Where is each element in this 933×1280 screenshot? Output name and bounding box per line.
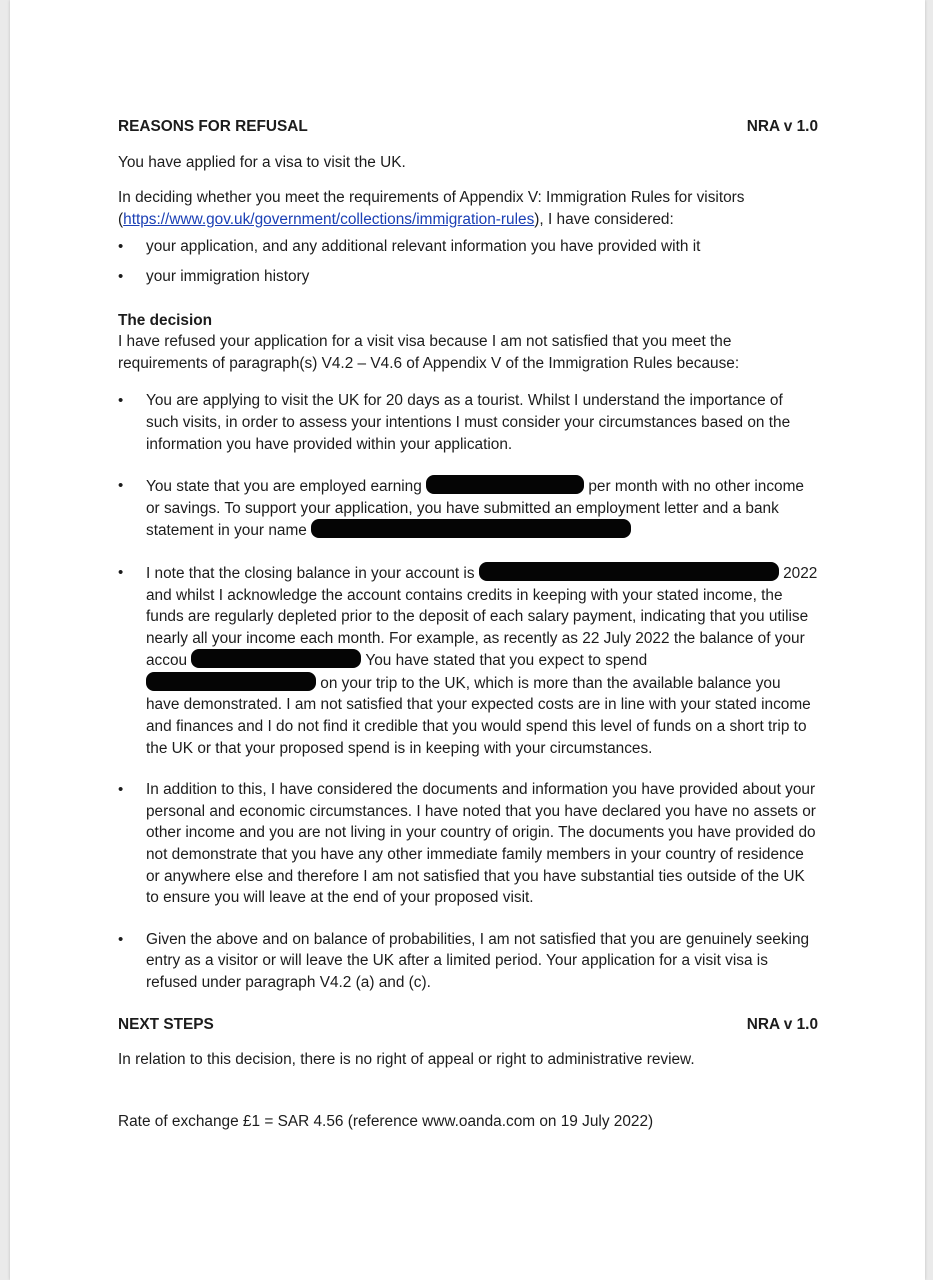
decision-text: I have refused your application for a visit visa because I am not satisfied that you meet the requirements of paragraph(s) V4.2 – V4.6 of Appendix V of the Immigration Rules because: bbox=[118, 333, 740, 372]
list-item: • your immigration history bbox=[118, 266, 818, 288]
reason-item: • I note that the closing balance in your account is 2022 and whilst I acknowledge the account contains credits in keeping with your stated income, the funds are regularly depleted prior to the deposit of each salary payment, indicating that you utilise nearly all your income each month. For example, as recently as 22 July 2022 the balance of your accou You have stated that you expect to spend on your trip to the UK, which is more than the available balance you have demonstrated. I am not satisfied that your expected costs are in line with your stated income and finances and I do not find it credible that you would spend this level of funds on a short trip to the UK or that your proposed spend is in keeping with your circumstances. bbox=[118, 562, 818, 759]
refusal-title: REASONS FOR REFUSAL bbox=[118, 118, 308, 135]
redaction-mark bbox=[479, 562, 779, 581]
considered-list bbox=[118, 236, 818, 287]
reason-item: • You are applying to visit the UK for 20 days as a tourist. Whilst I understand the importance of such visits, in order to assess your intentions I must consider your circumstances based on the information you have provided within your application. bbox=[118, 390, 818, 455]
version-label: NRA v 1.0 bbox=[746, 1015, 818, 1033]
reasons-list bbox=[118, 390, 818, 993]
version-label: NRA v 1.0 bbox=[746, 118, 818, 135]
considered-text: In deciding whether you meet the requirements of Appendix V: Immigration Rules for visitors (https://www.gov.uk/government/collections/immigration-rules), I have considered: bbox=[118, 189, 745, 228]
reason-item: • Given the above and on balance of probabilities, I am not satisfied that you are genuinely seeking entry as a visitor or will leave the UK after a limited period. Your application for a visit visa is refused under paragraph V4.2 (a) and (c). bbox=[118, 929, 818, 994]
intro-text: You have applied for a visa to visit the UK. bbox=[118, 153, 406, 171]
document-content bbox=[118, 116, 818, 1132]
list-item: • your application, and any additional relevant information you have provided with it bbox=[118, 236, 818, 258]
immigration-rules-link[interactable]: https://www.gov.uk/government/collections/immigration-rules bbox=[123, 210, 535, 228]
redaction-mark bbox=[311, 519, 631, 538]
redaction-mark bbox=[146, 672, 316, 691]
next-steps-header bbox=[118, 1014, 818, 1036]
reason-item: • You state that you are employed earning per month with no other income or savings. To support your application, you have submitted an employment letter and a bank statement in your name bbox=[118, 475, 818, 542]
reason-item: • In addition to this, I have considered the documents and information you have provided about your personal and economic circumstances. I have noted that you have declared you have no assets or other income and you are not living in your country of origin. The documents you have provided do not demonstrate that you have any other immediate family members in your country of residence or anywhere else and therefore I am not satisfied that you have substantial ties outside of the UK to ensure you will leave at the end of your proposed visit. bbox=[118, 779, 818, 909]
refusal-header bbox=[118, 116, 818, 138]
document-page bbox=[10, 0, 925, 1280]
exchange-rate-note: Rate of exchange £1 = SAR 4.56 (reference www.oanda.com on 19 July 2022) bbox=[118, 1112, 654, 1130]
redaction-mark bbox=[191, 649, 361, 668]
next-steps-title: NEXT STEPS bbox=[118, 1015, 214, 1033]
next-steps-text: In relation to this decision, there is no right of appeal or right to administrative review. bbox=[118, 1051, 695, 1069]
redaction-mark bbox=[426, 475, 584, 494]
decision-heading: The decision bbox=[118, 311, 213, 329]
